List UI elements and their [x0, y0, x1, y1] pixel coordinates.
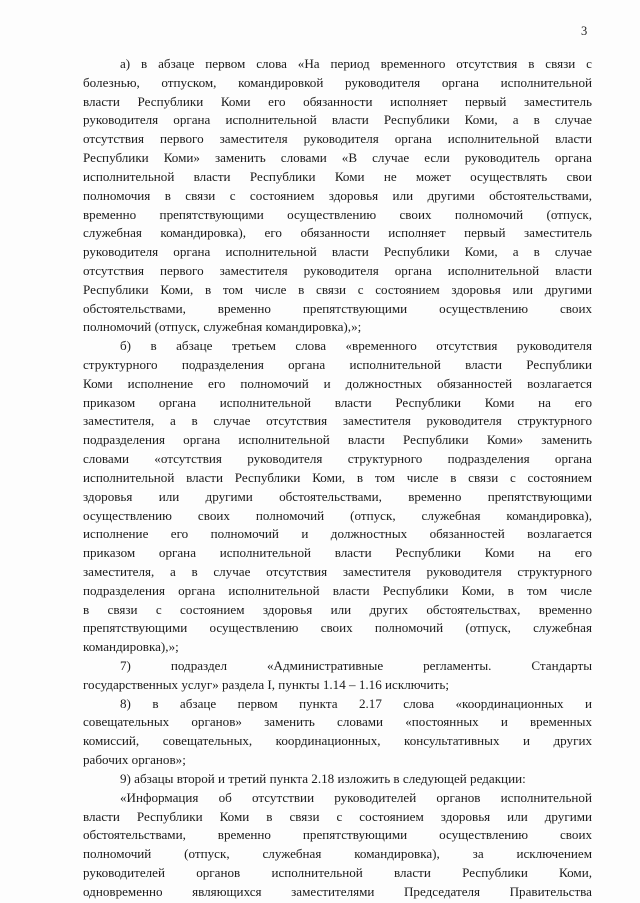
text-line: 8) в абзаце первом пункта 2.17 слова «координационных и — [120, 695, 592, 711]
text-line: 7) подраздел «Административные регламенты. Стандарты — [120, 658, 592, 673]
text-line: командировка),»; — [83, 639, 179, 655]
text-line: полномочий (отпуск, служебная командировка),»; — [83, 319, 362, 335]
text-line: руководителей органов исполнительной власти Республики Коми, — [83, 864, 592, 880]
text-line: полномочий (отпуск, служебная командировка), за исключением — [83, 846, 592, 862]
text-line: исполнение его полномочий и должностных обязанностей возлагается — [83, 526, 592, 542]
text-line: одновременно являющихся заместителями Председателя Правительства — [83, 883, 592, 899]
text-line: совещательных органов» заменить словами «постоянных и временных — [83, 714, 592, 730]
text-line: подразделения органа исполнительной власти Республики Коми» заменить — [83, 432, 592, 448]
text-line: Республики Коми, в том числе в связи с состоянием здоровья или другими — [83, 281, 592, 297]
text-line: структурного подразделения органа исполнительной власти Республики — [83, 357, 592, 372]
text-line: Коми исполнение его полномочий и должностных обязанностей возлагается — [83, 375, 592, 391]
text-line: временно препятствующими осуществлению своих полномочий (отпуск, — [83, 206, 592, 222]
text-line: заместителя, а в случае отсутствия заместителя руководителя структурного — [83, 563, 592, 579]
text-line: отсутствия первого заместителя руководителя органа исполнительной власти — [83, 262, 592, 278]
text-line: власти Республики Коми в связи с состоянием здоровья или другими — [83, 808, 592, 824]
text-line: Республики Коми» заменить словами «В случае если руководитель органа — [83, 150, 592, 166]
text-line: полномочия в связи с состоянием здоровья или другими обстоятельствами, — [83, 187, 592, 203]
page-number: 3 — [581, 24, 588, 38]
text-line: приказом органа исполнительной власти Республики Коми на его — [83, 394, 592, 410]
text-line: обстоятельствами, временно препятствующими осуществлению своих — [83, 300, 592, 316]
text-line: обстоятельствами, временно препятствующими осуществлению своих — [83, 827, 592, 843]
text-line: рабочих органов»; — [83, 752, 186, 768]
text-line: руководителя органа исполнительной власти Республики Коми, а в случае — [83, 112, 592, 128]
text-line: заместителя, а в случае отсутствия заместителя руководителя структурного — [83, 413, 592, 429]
text-line: осуществлению своих полномочий (отпуск, служебная командировка), — [83, 507, 592, 523]
text-line: болезнью, отпуском, командировкой руководителя органа исполнительной — [83, 74, 592, 90]
text-line: а) в абзаце первом слова «На период временного отсутствия в связи с — [120, 56, 592, 71]
text-line: власти Республики Коми его обязанности исполняет первый заместитель — [83, 93, 592, 109]
text-line: здоровья или другими обстоятельствами, временно препятствующими — [83, 488, 592, 504]
text-line: в связи с состоянием здоровья или других обстоятельствах, временно — [83, 601, 592, 617]
text-line: руководителя органа исполнительной власти Республики Коми, а в случае — [83, 244, 592, 260]
text-line: словами «отсутствия руководителя структурного подразделения органа — [83, 451, 592, 467]
text-line: служебная командировка), его обязанности исполняет первый заместитель — [83, 225, 592, 241]
text-line: государственных услуг» раздела I, пункты 1.14 – 1.16 исключить; — [83, 676, 449, 692]
text-line: исполнительной власти Республики Коми не может осуществлять свои — [83, 168, 592, 184]
text-line: «Информация об отсутствии руководителей органов исполнительной — [120, 789, 592, 805]
body-text — [83, 55, 592, 902]
text-line: приказом органа исполнительной власти Республики Коми на его — [83, 545, 592, 561]
text-line: комиссий, совещательных, координационных, консультативных и других — [83, 733, 592, 749]
text-line: отсутствия первого заместителя руководителя органа исполнительной власти — [83, 131, 592, 147]
text-line: исполнительной власти Республики Коми, в том числе в связи с состоянием — [83, 469, 592, 485]
text-line: подразделения органа исполнительной власти Республики Коми, в том числе — [83, 582, 592, 598]
text-line: препятствующими осуществлению своих полномочий (отпуск, служебная — [83, 620, 592, 636]
text-line: б) в абзаце третьем слова «временного отсутствия руководителя — [120, 338, 592, 354]
text-line: 9) абзацы второй и третий пункта 2.18 изложить в следующей редакции: — [120, 770, 526, 786]
